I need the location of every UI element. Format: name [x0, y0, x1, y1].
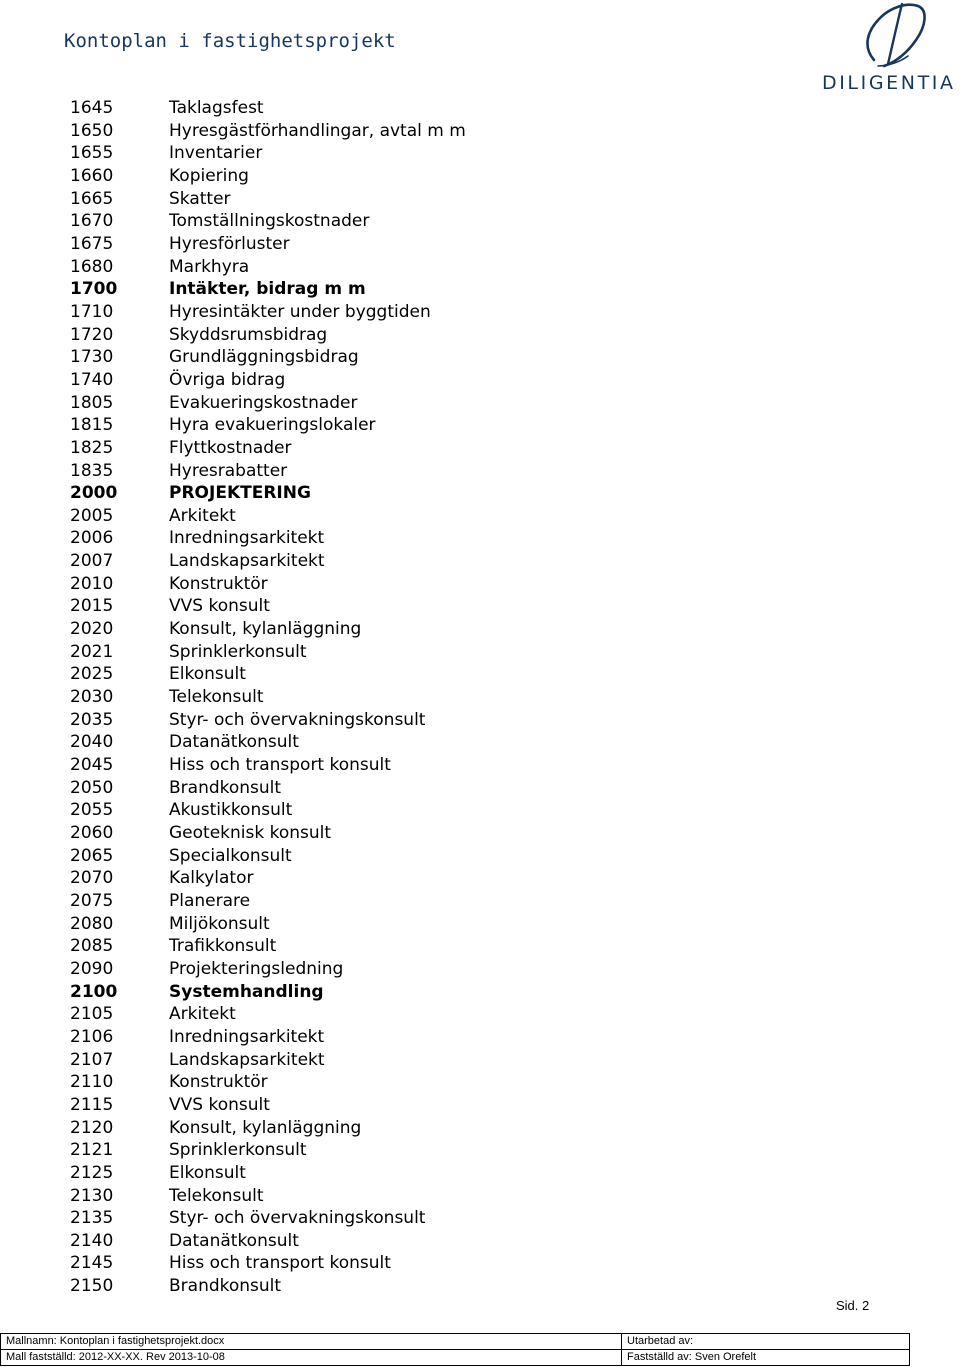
account-code: 1835	[70, 460, 114, 481]
account-name: Skatter	[169, 188, 231, 209]
account-name: Konsult, kylanläggning	[169, 619, 362, 640]
account-row	[70, 1275, 466, 1298]
account-name: VVS konsult	[169, 596, 270, 617]
account-code: 2015	[70, 596, 114, 617]
account-code: 1665	[70, 188, 114, 209]
account-row	[70, 731, 466, 754]
account-row	[70, 890, 466, 913]
footer-row	[1, 1334, 910, 1350]
account-row	[70, 1139, 466, 1162]
account-code: 2106	[70, 1026, 114, 1047]
account-code: 2006	[70, 528, 114, 549]
account-name: Akustikkonsult	[169, 800, 293, 821]
account-name: Övriga bidrag	[169, 369, 286, 390]
account-name: Konstruktör	[169, 1072, 268, 1093]
account-row	[70, 165, 466, 188]
account-row	[70, 935, 466, 958]
account-name: Konsult, kylanläggning	[169, 1117, 362, 1138]
account-row	[70, 1117, 466, 1140]
account-group-heading	[70, 981, 466, 1004]
account-name: Datanätkonsult	[169, 1230, 299, 1251]
account-code: 1660	[70, 165, 114, 186]
account-name: Arkitekt	[169, 505, 236, 526]
footer-row	[1, 1350, 910, 1366]
account-row	[70, 1230, 466, 1253]
account-code: 2080	[70, 913, 114, 934]
account-code: 2120	[70, 1117, 114, 1138]
account-code: 2110	[70, 1072, 114, 1093]
account-name: Inventarier	[169, 143, 263, 164]
account-code: 2121	[70, 1140, 114, 1161]
account-name: Planerare	[169, 890, 251, 911]
account-row	[70, 709, 466, 732]
account-list	[70, 97, 466, 1298]
account-name: Hiss och transport konsult	[169, 755, 391, 776]
account-code: 1655	[70, 143, 114, 164]
account-row	[70, 754, 466, 777]
account-code: 2140	[70, 1230, 114, 1251]
account-code: 1680	[70, 256, 114, 277]
account-row	[70, 392, 466, 415]
account-name: Sprinklerkonsult	[169, 1140, 307, 1161]
account-code: 1805	[70, 392, 114, 413]
account-code: 1740	[70, 369, 114, 390]
account-row	[70, 120, 466, 143]
account-name: Telekonsult	[169, 687, 264, 708]
account-code: 2070	[70, 868, 114, 889]
account-name: Geoteknisk konsult	[169, 823, 332, 843]
account-row	[70, 618, 466, 641]
account-name: Styr- och övervakningskonsult	[169, 709, 426, 730]
document-footer	[0, 1333, 910, 1366]
diligentia-logo	[818, 0, 960, 100]
account-row	[70, 527, 466, 550]
account-row	[70, 210, 466, 233]
logo-wordmark: DILIGENTIA	[822, 72, 956, 94]
account-row	[70, 845, 466, 868]
account-name: Kalkylator	[169, 868, 254, 889]
account-row	[70, 1026, 466, 1049]
account-name: Inredningsarkitekt	[169, 528, 325, 549]
account-code: 2005	[70, 505, 114, 526]
account-name: Taklagsfest	[169, 98, 264, 118]
account-row	[70, 505, 466, 528]
account-code: 1645	[70, 98, 114, 118]
account-name: Styr- och övervakningskonsult	[169, 1208, 426, 1229]
account-code: 1730	[70, 347, 114, 368]
account-row	[70, 1207, 466, 1230]
account-code: 2007	[70, 551, 114, 572]
account-code: 2000	[70, 483, 118, 504]
account-row	[70, 437, 466, 460]
account-row	[70, 346, 466, 369]
account-row	[70, 573, 466, 596]
account-code: 2035	[70, 709, 114, 730]
account-row	[70, 867, 466, 890]
account-row	[70, 686, 466, 709]
account-group-heading	[70, 278, 466, 301]
account-code: 2030	[70, 687, 114, 708]
account-name: Flyttkostnader	[169, 437, 292, 458]
account-row	[70, 958, 466, 981]
account-code: 1670	[70, 211, 114, 232]
account-row	[70, 663, 466, 686]
account-row	[70, 913, 466, 936]
account-name: Sprinklerkonsult	[169, 641, 307, 662]
footer-template-name: Mallnamn: Kontoplan i fastighetsprojekt.docx	[1, 1334, 622, 1350]
account-code: 1815	[70, 415, 114, 436]
account-row	[70, 256, 466, 279]
account-name: Datanätkonsult	[169, 732, 299, 753]
account-name: VVS konsult	[169, 1094, 270, 1115]
account-row	[70, 550, 466, 573]
account-code: 1720	[70, 324, 114, 345]
account-name: Arkitekt	[169, 1004, 236, 1025]
account-row	[70, 777, 466, 800]
account-name: Hyresförluster	[169, 233, 290, 254]
account-name: Konstruktör	[169, 573, 268, 594]
account-row	[70, 142, 466, 165]
account-code: 1700	[70, 279, 118, 300]
account-name: Skyddsrumsbidrag	[169, 324, 328, 345]
account-name: Miljökonsult	[169, 913, 270, 934]
account-name: Elkonsult	[169, 1162, 246, 1183]
footer-approved-by: Fastställd av: Sven Orefelt	[622, 1350, 910, 1366]
page-number: Sid. 2	[836, 1298, 870, 1313]
account-name: Specialkonsult	[169, 845, 292, 866]
account-name: Evakueringskostnader	[169, 392, 358, 413]
account-code: 1825	[70, 437, 114, 458]
account-row	[70, 822, 466, 845]
account-code: 2085	[70, 936, 114, 957]
account-row	[70, 460, 466, 483]
account-name: Kopiering	[169, 165, 249, 186]
account-code: 1650	[70, 120, 114, 141]
account-group-heading	[70, 482, 466, 505]
account-code: 2075	[70, 890, 114, 911]
account-code: 2010	[70, 573, 114, 594]
account-code: 2055	[70, 800, 114, 821]
account-code: 2130	[70, 1185, 114, 1206]
account-name: Hyresgästförhandlingar, avtal m m	[169, 120, 466, 141]
footer-template-date: Mall fastställd: 2012-XX-XX. Rev 2013-10-08	[1, 1350, 622, 1366]
account-code: 2040	[70, 732, 114, 753]
account-code: 2125	[70, 1162, 114, 1183]
account-code: 2100	[70, 981, 118, 1002]
account-code: 2065	[70, 845, 114, 866]
account-name: Intäkter, bidrag m m	[169, 279, 366, 300]
account-code: 2150	[70, 1276, 114, 1297]
account-row	[70, 188, 466, 211]
account-row	[70, 799, 466, 822]
account-row	[70, 1252, 466, 1275]
account-name: Systemhandling	[169, 981, 324, 1002]
account-name: Hyresintäkter under byggtiden	[169, 301, 431, 322]
account-row	[70, 301, 466, 324]
account-name: Markhyra	[169, 256, 250, 277]
account-name: Hiss och transport konsult	[169, 1253, 391, 1274]
account-row	[70, 369, 466, 392]
account-name: Trafikkonsult	[169, 936, 277, 957]
account-code: 2060	[70, 823, 114, 843]
account-name: Hyra evakueringslokaler	[169, 415, 376, 436]
account-name: PROJEKTERING	[169, 483, 311, 504]
account-row	[70, 1094, 466, 1117]
account-row	[70, 1162, 466, 1185]
account-code: 1675	[70, 233, 114, 254]
account-code: 2020	[70, 619, 114, 640]
account-name: Projekteringsledning	[169, 958, 344, 979]
account-code: 2115	[70, 1094, 114, 1115]
account-name: Landskapsarkitekt	[169, 1049, 325, 1070]
account-row	[70, 97, 466, 120]
account-row	[70, 324, 466, 347]
account-code: 2145	[70, 1253, 114, 1274]
document-title: Kontoplan i fastighetsprojekt	[64, 30, 396, 52]
account-code: 2025	[70, 664, 114, 685]
account-row	[70, 1185, 466, 1208]
account-name: Grundläggningsbidrag	[169, 347, 359, 368]
footer-prepared-by: Utarbetad av:	[622, 1334, 910, 1350]
account-name: Hyresrabatter	[169, 460, 288, 481]
account-name: Inredningsarkitekt	[169, 1026, 325, 1047]
account-name: Elkonsult	[169, 664, 246, 685]
account-row	[70, 1003, 466, 1026]
account-row	[70, 641, 466, 664]
account-name: Landskapsarkitekt	[169, 551, 325, 572]
account-code: 2021	[70, 641, 114, 662]
account-code: 2045	[70, 755, 114, 776]
account-code: 1710	[70, 301, 114, 322]
account-row	[70, 233, 466, 256]
account-row	[70, 414, 466, 437]
account-row	[70, 1071, 466, 1094]
account-code: 2105	[70, 1004, 114, 1025]
account-code: 2050	[70, 777, 114, 798]
account-code: 2135	[70, 1208, 114, 1229]
account-name: Brandkonsult	[169, 1276, 282, 1297]
account-name: Telekonsult	[169, 1185, 264, 1206]
account-name: Tomställningskostnader	[169, 211, 370, 232]
account-row	[70, 595, 466, 618]
account-code: 2090	[70, 958, 114, 979]
account-name: Brandkonsult	[169, 777, 282, 798]
account-row	[70, 1049, 466, 1072]
account-code: 2107	[70, 1049, 114, 1070]
